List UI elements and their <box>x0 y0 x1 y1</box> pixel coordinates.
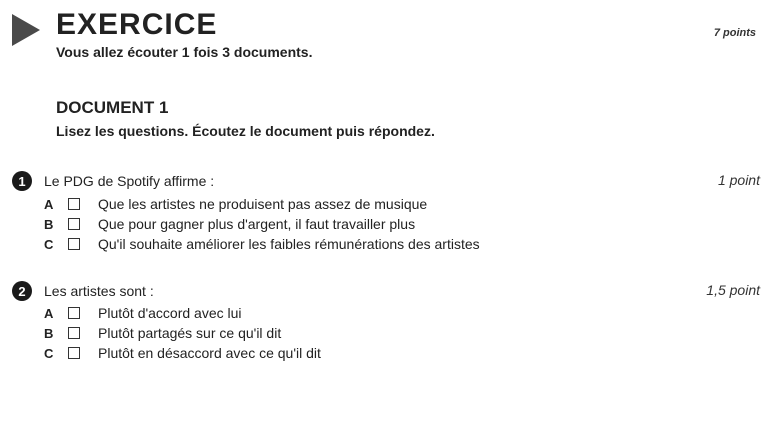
option-letter: B <box>44 325 54 341</box>
option-text: Plutôt en désaccord avec ce qu'il dit <box>98 345 321 361</box>
option-text: Que pour gagner plus d'argent, il faut travailler plus <box>98 216 416 232</box>
exercise-points: 7 points <box>713 27 756 39</box>
option-letter: A <box>44 305 54 321</box>
option-text: Plutôt d'accord avec lui <box>98 305 242 321</box>
option-checkbox[interactable] <box>68 198 80 210</box>
exercise-title: EXERCICE <box>56 8 218 41</box>
question-1-points: 1 point <box>717 172 760 188</box>
question-2-option-b[interactable] <box>44 325 281 341</box>
option-checkbox[interactable] <box>68 327 80 339</box>
question-2-option-a[interactable] <box>44 305 242 321</box>
option-letter: A <box>44 196 54 212</box>
document-instructions: Lisez les questions. Écoutez le document puis répondez. <box>56 123 435 139</box>
question-1-option-b[interactable] <box>44 216 415 232</box>
option-letter: C <box>44 236 54 252</box>
question-2-number-badge: 2 <box>12 281 32 301</box>
option-checkbox[interactable] <box>68 307 80 319</box>
question-2-points: 1,5 point <box>706 282 760 298</box>
option-text: Que les artistes ne produisent pas assez de musique <box>98 196 428 212</box>
option-checkbox[interactable] <box>68 238 80 250</box>
option-text: Qu'il souhaite améliorer les faibles rémunérations des artistes <box>98 236 480 252</box>
question-2-option-c[interactable] <box>44 345 321 361</box>
option-letter: B <box>44 216 54 232</box>
exercise-intro: Vous allez écouter 1 fois 3 documents. <box>56 44 313 60</box>
option-checkbox[interactable] <box>68 347 80 359</box>
option-text: Plutôt partagés sur ce qu'il dit <box>98 325 282 341</box>
question-1-option-a[interactable] <box>44 196 427 212</box>
question-1-number-badge: 1 <box>12 171 32 191</box>
play-triangle-icon <box>12 14 40 46</box>
question-1-text: Le PDG de Spotify affirme : <box>44 173 215 189</box>
option-letter: C <box>44 345 54 361</box>
question-1-option-c[interactable] <box>44 236 480 252</box>
option-checkbox[interactable] <box>68 218 80 230</box>
question-2-text: Les artistes sont : <box>44 283 154 299</box>
document-heading: DOCUMENT 1 <box>56 98 169 117</box>
